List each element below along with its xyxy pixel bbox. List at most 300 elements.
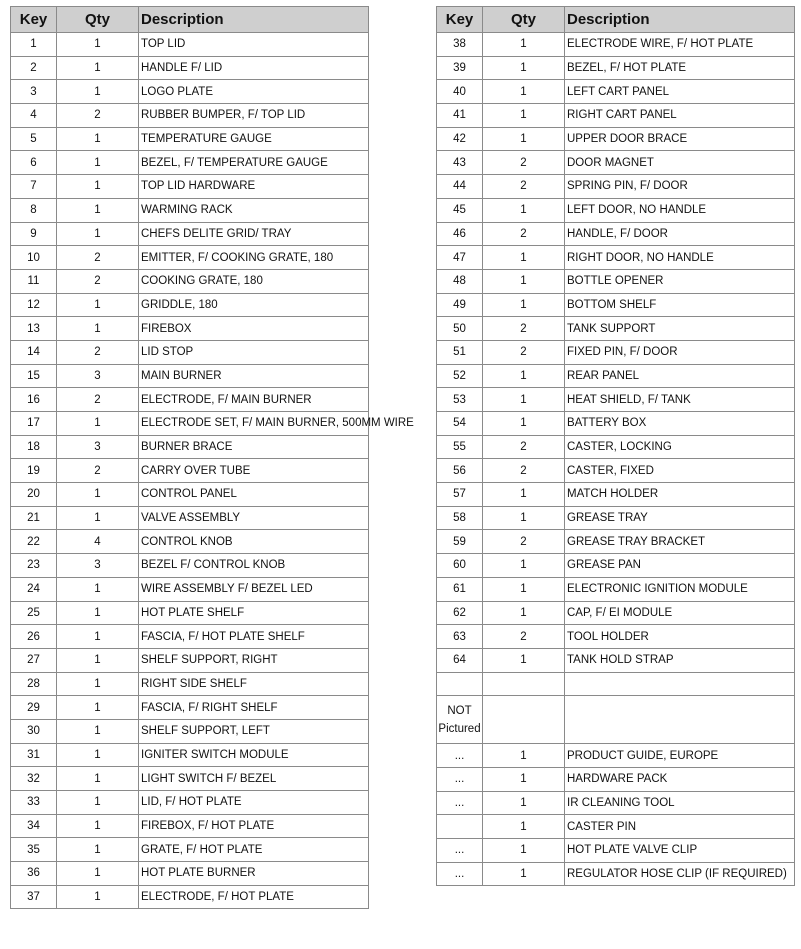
description-cell: BOTTLE OPENER (565, 269, 795, 293)
key-cell: 20 (11, 483, 57, 507)
qty-cell: 1 (57, 862, 139, 886)
empty-cell (565, 696, 795, 744)
table-row (437, 33, 795, 57)
table-row (11, 814, 369, 838)
description-cell: EMITTER, F/ COOKING GRATE, 180 (139, 246, 369, 270)
qty-cell: 2 (57, 246, 139, 270)
key-cell: 46 (437, 222, 483, 246)
description-cell: CONTROL KNOB (139, 530, 369, 554)
table-row (437, 412, 795, 436)
key-cell: 54 (437, 412, 483, 436)
description-cell: FASCIA, F/ RIGHT SHELF (139, 696, 369, 720)
table-row (437, 340, 795, 364)
description-cell: FIXED PIN, F/ DOOR (565, 340, 795, 364)
qty-cell: 3 (57, 364, 139, 388)
description-cell: RIGHT CART PANEL (565, 104, 795, 128)
description-cell: HOT PLATE VALVE CLIP (565, 839, 795, 863)
table-row (11, 862, 369, 886)
header-description: Description (565, 7, 795, 33)
key-cell: 9 (11, 222, 57, 246)
description-cell: ELECTRONIC IGNITION MODULE (565, 577, 795, 601)
qty-cell: 1 (57, 743, 139, 767)
key-cell: 60 (437, 554, 483, 578)
description-cell: FIREBOX (139, 317, 369, 341)
key-cell: 32 (11, 767, 57, 791)
qty-cell: 3 (57, 435, 139, 459)
qty-cell: 1 (57, 317, 139, 341)
table-row (11, 459, 369, 483)
qty-cell: 1 (483, 483, 565, 507)
description-cell: TANK SUPPORT (565, 317, 795, 341)
table-row (437, 364, 795, 388)
description-cell: RUBBER BUMPER, F/ TOP LID (139, 104, 369, 128)
key-cell: 21 (11, 506, 57, 530)
description-cell: TANK HOLD STRAP (565, 648, 795, 672)
key-cell: 11 (11, 269, 57, 293)
description-cell: HARDWARE PACK (565, 767, 795, 791)
table-row (11, 435, 369, 459)
table-row (437, 104, 795, 128)
empty-cell (565, 672, 795, 696)
not-pictured-line: Pictured (438, 722, 481, 735)
key-cell: 57 (437, 483, 483, 507)
table-row (11, 743, 369, 767)
key-cell: 27 (11, 648, 57, 672)
qty-cell: 1 (57, 719, 139, 743)
description-cell: TEMPERATURE GAUGE (139, 127, 369, 151)
key-cell: 36 (11, 862, 57, 886)
table-row (437, 815, 795, 839)
key-cell: 53 (437, 388, 483, 412)
key-cell: 15 (11, 364, 57, 388)
table-row (11, 412, 369, 436)
description-cell: CAP, F/ EI MODULE (565, 601, 795, 625)
qty-cell: 2 (57, 104, 139, 128)
description-cell: REAR PANEL (565, 364, 795, 388)
qty-cell: 1 (483, 601, 565, 625)
key-cell: 37 (11, 885, 57, 909)
description-cell: SHELF SUPPORT, LEFT (139, 719, 369, 743)
qty-cell: 1 (57, 175, 139, 199)
table-row (437, 388, 795, 412)
description-cell: HANDLE, F/ DOOR (565, 222, 795, 246)
qty-cell: 1 (483, 246, 565, 270)
qty-cell: 1 (57, 506, 139, 530)
description-cell: CONTROL PANEL (139, 483, 369, 507)
table-row (11, 175, 369, 199)
table-row (11, 246, 369, 270)
qty-cell: 1 (57, 791, 139, 815)
qty-cell: 2 (57, 459, 139, 483)
table-row (437, 175, 795, 199)
key-cell: 30 (11, 719, 57, 743)
description-cell: GREASE PAN (565, 554, 795, 578)
key-cell: 41 (437, 104, 483, 128)
key-cell: 5 (11, 127, 57, 151)
qty-cell: 1 (483, 127, 565, 151)
qty-cell: 2 (483, 459, 565, 483)
qty-cell: 2 (483, 625, 565, 649)
key-cell: 1 (11, 33, 57, 57)
description-cell: CASTER PIN (565, 815, 795, 839)
table-row (437, 151, 795, 175)
description-cell: GRATE, F/ HOT PLATE (139, 838, 369, 862)
description-cell: BEZEL, F/ HOT PLATE (565, 56, 795, 80)
key-cell: ... (437, 767, 483, 791)
table-row (11, 625, 369, 649)
key-cell: 52 (437, 364, 483, 388)
qty-cell: 1 (483, 767, 565, 791)
table-row (437, 625, 795, 649)
key-cell: 2 (11, 56, 57, 80)
not-pictured-label (437, 696, 483, 744)
table-row (11, 696, 369, 720)
qty-cell: 2 (57, 388, 139, 412)
table-row (11, 672, 369, 696)
key-cell: 12 (11, 293, 57, 317)
table-row (437, 56, 795, 80)
key-cell: 51 (437, 340, 483, 364)
qty-cell: 1 (57, 56, 139, 80)
qty-cell: 1 (483, 839, 565, 863)
table-row (11, 293, 369, 317)
table-row (437, 744, 795, 768)
description-cell: LIGHT SWITCH F/ BEZEL (139, 767, 369, 791)
parts-table-right (436, 6, 795, 886)
header-row (437, 7, 795, 33)
key-cell: 26 (11, 625, 57, 649)
key-cell: 23 (11, 554, 57, 578)
qty-cell: 1 (57, 151, 139, 175)
key-cell: 49 (437, 293, 483, 317)
description-cell: BEZEL F/ CONTROL KNOB (139, 554, 369, 578)
description-cell: ELECTRODE SET, F/ MAIN BURNER, 500MM WIRE (139, 412, 369, 436)
description-cell: REGULATOR HOSE CLIP (IF REQUIRED) (565, 862, 795, 886)
key-cell: ... (437, 862, 483, 886)
table-row (11, 838, 369, 862)
qty-cell: 1 (57, 483, 139, 507)
description-cell: PRODUCT GUIDE, EUROPE (565, 744, 795, 768)
key-cell: 55 (437, 435, 483, 459)
qty-cell: 1 (483, 506, 565, 530)
key-cell: 45 (437, 198, 483, 222)
description-cell: SHELF SUPPORT, RIGHT (139, 648, 369, 672)
description-cell: HEAT SHIELD, F/ TANK (565, 388, 795, 412)
table-row (11, 885, 369, 909)
table-row (437, 648, 795, 672)
qty-cell: 2 (483, 175, 565, 199)
key-cell: 64 (437, 648, 483, 672)
qty-cell: 1 (57, 672, 139, 696)
description-cell: BEZEL, F/ TEMPERATURE GAUGE (139, 151, 369, 175)
description-cell: ELECTRODE, F/ HOT PLATE (139, 885, 369, 909)
key-cell: 40 (437, 80, 483, 104)
qty-cell: 1 (483, 104, 565, 128)
key-cell: 42 (437, 127, 483, 151)
description-cell: IR CLEANING TOOL (565, 791, 795, 815)
description-cell: LID STOP (139, 340, 369, 364)
qty-cell: 2 (57, 340, 139, 364)
table-row (437, 577, 795, 601)
qty-cell: 1 (483, 198, 565, 222)
description-cell: COOKING GRATE, 180 (139, 269, 369, 293)
table-row (437, 483, 795, 507)
description-cell: HOT PLATE BURNER (139, 862, 369, 886)
table-row (11, 554, 369, 578)
qty-cell: 1 (57, 127, 139, 151)
qty-cell: 1 (57, 222, 139, 246)
description-cell: MATCH HOLDER (565, 483, 795, 507)
table-row (437, 791, 795, 815)
not-pictured-row (437, 696, 795, 744)
key-cell: 48 (437, 269, 483, 293)
description-cell: MAIN BURNER (139, 364, 369, 388)
header-key: Key (11, 7, 57, 33)
table-row (11, 791, 369, 815)
key-cell: 6 (11, 151, 57, 175)
description-cell: CHEFS DELITE GRID/ TRAY (139, 222, 369, 246)
key-cell: 47 (437, 246, 483, 270)
key-cell: 19 (11, 459, 57, 483)
right-table-body (437, 33, 795, 886)
qty-cell: 1 (483, 80, 565, 104)
key-cell: ... (437, 791, 483, 815)
blank-row (437, 672, 795, 696)
table-row (11, 719, 369, 743)
qty-cell: 2 (483, 151, 565, 175)
table-row (11, 198, 369, 222)
qty-cell: 2 (483, 317, 565, 341)
description-cell: CASTER, LOCKING (565, 435, 795, 459)
description-cell: HOT PLATE SHELF (139, 601, 369, 625)
table-row (11, 648, 369, 672)
table-row (11, 222, 369, 246)
table-row (11, 577, 369, 601)
table-row (11, 767, 369, 791)
header-qty: Qty (57, 7, 139, 33)
qty-cell: 1 (57, 412, 139, 436)
qty-cell: 1 (483, 862, 565, 886)
key-cell: 22 (11, 530, 57, 554)
key-cell: 29 (11, 696, 57, 720)
key-cell: 56 (437, 459, 483, 483)
key-cell: 14 (11, 340, 57, 364)
header-row (11, 7, 369, 33)
key-cell: 24 (11, 577, 57, 601)
key-cell: 28 (11, 672, 57, 696)
table-row (437, 435, 795, 459)
key-cell: 13 (11, 317, 57, 341)
table-row (11, 127, 369, 151)
empty-cell (483, 672, 565, 696)
qty-cell: 1 (483, 412, 565, 436)
key-cell: 35 (11, 838, 57, 862)
description-cell: GREASE TRAY (565, 506, 795, 530)
qty-cell: 1 (57, 33, 139, 57)
description-cell: TOP LID (139, 33, 369, 57)
qty-cell: 3 (57, 554, 139, 578)
qty-cell: 1 (483, 815, 565, 839)
qty-cell: 1 (483, 554, 565, 578)
description-cell: BOTTOM SHELF (565, 293, 795, 317)
table-row (437, 839, 795, 863)
description-cell: BURNER BRACE (139, 435, 369, 459)
table-row (11, 364, 369, 388)
qty-cell: 1 (57, 577, 139, 601)
description-cell: ELECTRODE, F/ MAIN BURNER (139, 388, 369, 412)
table-row (437, 246, 795, 270)
left-table-body (11, 33, 414, 909)
qty-cell: 1 (483, 577, 565, 601)
qty-cell: 2 (483, 530, 565, 554)
qty-cell: 1 (483, 293, 565, 317)
empty-cell (483, 696, 565, 744)
description-cell: BATTERY BOX (565, 412, 795, 436)
key-cell: 3 (11, 80, 57, 104)
table-row (11, 601, 369, 625)
key-cell: 38 (437, 33, 483, 57)
qty-cell: 1 (483, 269, 565, 293)
key-cell: 59 (437, 530, 483, 554)
table-row (437, 80, 795, 104)
key-cell: 10 (11, 246, 57, 270)
description-cell: VALVE ASSEMBLY (139, 506, 369, 530)
key-cell: 61 (437, 577, 483, 601)
table-row (437, 317, 795, 341)
description-cell: LID, F/ HOT PLATE (139, 791, 369, 815)
key-cell: 8 (11, 198, 57, 222)
description-cell: SPRING PIN, F/ DOOR (565, 175, 795, 199)
key-cell: 44 (437, 175, 483, 199)
qty-cell: 1 (483, 648, 565, 672)
key-cell: ... (437, 839, 483, 863)
key-cell: 58 (437, 506, 483, 530)
qty-cell: 1 (57, 814, 139, 838)
description-cell: LEFT CART PANEL (565, 80, 795, 104)
key-cell: 34 (11, 814, 57, 838)
qty-cell: 1 (483, 744, 565, 768)
not-pictured-line: NOT (447, 704, 472, 717)
key-cell: 25 (11, 601, 57, 625)
key-cell: 31 (11, 743, 57, 767)
description-cell: UPPER DOOR BRACE (565, 127, 795, 151)
qty-cell: 1 (57, 80, 139, 104)
table-row (11, 33, 369, 57)
qty-cell: 1 (57, 767, 139, 791)
description-cell: CASTER, FIXED (565, 459, 795, 483)
key-cell: 7 (11, 175, 57, 199)
qty-cell: 1 (57, 198, 139, 222)
description-cell: IGNITER SWITCH MODULE (139, 743, 369, 767)
qty-cell: 1 (57, 293, 139, 317)
description-cell: LEFT DOOR, NO HANDLE (565, 198, 795, 222)
table-row (437, 862, 795, 886)
description-cell: CARRY OVER TUBE (139, 459, 369, 483)
qty-cell: 1 (483, 56, 565, 80)
table-row (11, 530, 369, 554)
description-cell: TOOL HOLDER (565, 625, 795, 649)
table-row (11, 151, 369, 175)
qty-cell: 1 (57, 601, 139, 625)
description-cell: FASCIA, F/ HOT PLATE SHELF (139, 625, 369, 649)
qty-cell: 1 (57, 625, 139, 649)
key-cell: 62 (437, 601, 483, 625)
description-cell: GRIDDLE, 180 (139, 293, 369, 317)
qty-cell: 1 (57, 885, 139, 909)
table-row (11, 56, 369, 80)
table-row (11, 388, 369, 412)
table-row (11, 80, 369, 104)
qty-cell: 4 (57, 530, 139, 554)
parts-table-left (10, 6, 414, 909)
description-cell: LOGO PLATE (139, 80, 369, 104)
key-cell: ... (437, 744, 483, 768)
qty-cell: 1 (483, 33, 565, 57)
table-row (437, 601, 795, 625)
description-cell: RIGHT SIDE SHELF (139, 672, 369, 696)
table-row (437, 198, 795, 222)
qty-cell: 1 (483, 791, 565, 815)
description-cell: FIREBOX, F/ HOT PLATE (139, 814, 369, 838)
key-cell: 39 (437, 56, 483, 80)
qty-cell: 2 (57, 269, 139, 293)
table-row (437, 222, 795, 246)
table-row (437, 767, 795, 791)
table-row (11, 104, 369, 128)
header-description: Description (139, 7, 369, 33)
key-cell: 43 (437, 151, 483, 175)
description-cell: RIGHT DOOR, NO HANDLE (565, 246, 795, 270)
table-row (437, 506, 795, 530)
key-cell: 33 (11, 791, 57, 815)
qty-cell: 1 (57, 648, 139, 672)
table-row (437, 293, 795, 317)
table-row (437, 459, 795, 483)
table-row (11, 506, 369, 530)
key-cell: 18 (11, 435, 57, 459)
header-qty: Qty (483, 7, 565, 33)
key-cell: 16 (11, 388, 57, 412)
qty-cell: 1 (483, 388, 565, 412)
empty-cell (437, 672, 483, 696)
table-row (11, 269, 369, 293)
key-cell: 4 (11, 104, 57, 128)
table-row (437, 530, 795, 554)
key-cell: 17 (11, 412, 57, 436)
table-row (437, 269, 795, 293)
key-cell: 50 (437, 317, 483, 341)
description-cell: DOOR MAGNET (565, 151, 795, 175)
header-key: Key (437, 7, 483, 33)
description-cell: WARMING RACK (139, 198, 369, 222)
table-row (437, 127, 795, 151)
key-cell: 63 (437, 625, 483, 649)
table-row (11, 483, 369, 507)
key-cell (437, 815, 483, 839)
description-cell: TOP LID HARDWARE (139, 175, 369, 199)
table-row (11, 317, 369, 341)
qty-cell: 1 (57, 696, 139, 720)
table-row (437, 554, 795, 578)
description-cell: WIRE ASSEMBLY F/ BEZEL LED (139, 577, 369, 601)
description-cell: HANDLE F/ LID (139, 56, 369, 80)
description-cell: GREASE TRAY BRACKET (565, 530, 795, 554)
qty-cell: 2 (483, 222, 565, 246)
description-cell: ELECTRODE WIRE, F/ HOT PLATE (565, 33, 795, 57)
qty-cell: 1 (483, 364, 565, 388)
qty-cell: 2 (483, 340, 565, 364)
qty-cell: 2 (483, 435, 565, 459)
